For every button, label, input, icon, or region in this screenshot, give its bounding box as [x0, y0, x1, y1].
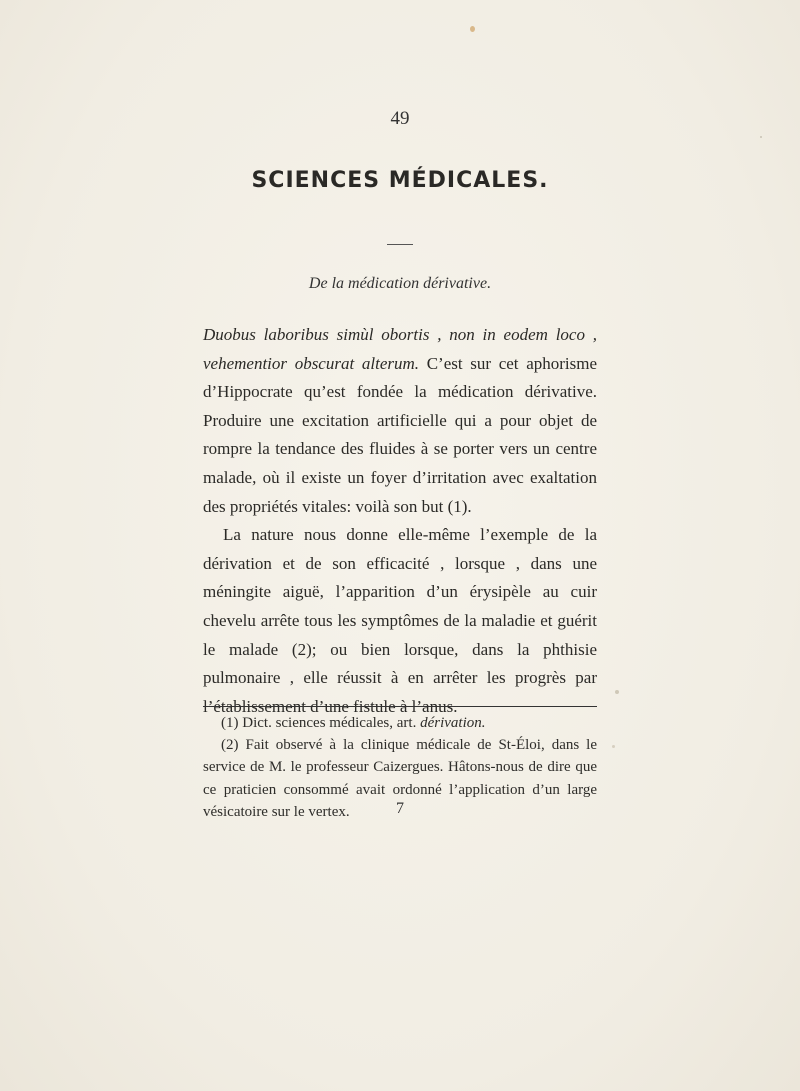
paper-speck — [612, 745, 615, 748]
signature-mark: 7 — [396, 800, 404, 817]
paragraph-1 — [203, 321, 597, 521]
paper-speck — [470, 26, 475, 32]
body-text — [203, 321, 597, 721]
paragraph-2: La nature nous donne elle-même l’exemple de la dérivation et de son efficacité , lorsque , dans une méningite aiguë, l’apparition d’un érysipèle au cuir chevelu arrête tous les symptômes de la maladie et guérit le malade (2); ou bien lorsque, dans la phthisie pulmonaire , elle réussit à en arrêter les progrès par l’établissement d’une fistule à l’anus. — [203, 525, 597, 716]
title-divider — [387, 244, 413, 245]
paragraph-1-text: C’est sur cet aphorisme d’Hippocrate qu’est fondée la médication dérivative. Produire une excitation artificielle qui a pour objet de rompre la tendance des fluides à se porter vers un centre malade, où il existe un foyer d’irritation avec exaltation des propriétés vitales: voilà son but (1). — [203, 353, 598, 516]
footnote-1-text: (1) Dict. sciences médicales, art. — [221, 715, 421, 731]
footnote-2: (2) Fait observé à la clinique médicale de St-Éloi, dans le service de M. le professeur Caizergues. Hâtons-nous de dire que ce praticien consommé avait ordonné l’application d’un large vésicatoire sur le vertex. — [203, 737, 597, 820]
section-title: SCIENCES MÉDICALES. — [251, 168, 549, 193]
paper-speck — [760, 136, 762, 138]
article-title: De la médication dérivative. — [308, 275, 492, 292]
footnote-1 — [203, 712, 597, 734]
hippocrates-aphorism: Duobus laboribus simùl obortis , non in eodem loco , vehementior obscurat alterum. — [203, 325, 597, 373]
footnote-1-article: dérivation. — [420, 715, 486, 731]
footnote-divider — [203, 706, 597, 707]
paper-speck — [615, 690, 619, 694]
page-number: 49 — [390, 108, 410, 129]
